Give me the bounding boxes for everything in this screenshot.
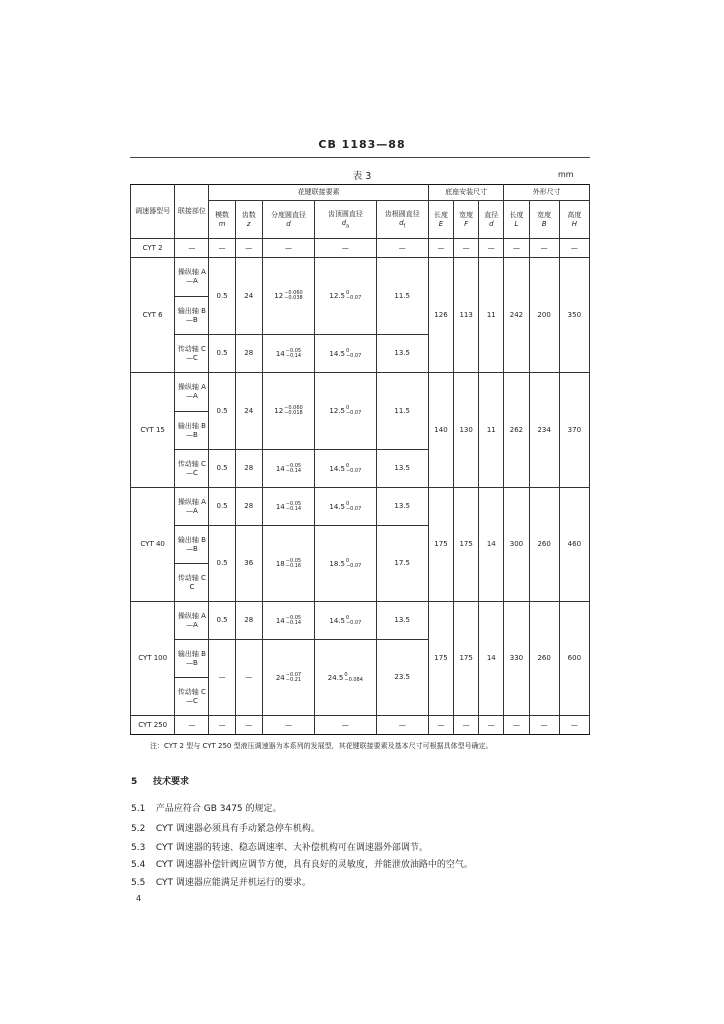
cell-h: 370 xyxy=(559,373,589,488)
page-number: 4 xyxy=(136,894,142,903)
col-header-df: 齿根圆直径 $d_f$ xyxy=(376,201,428,239)
cell-dash: — xyxy=(175,239,209,258)
cell-h: 460 xyxy=(559,488,589,602)
cell-e: 140 xyxy=(428,373,453,488)
cell-da: 12.5 0 −0.07 xyxy=(315,258,376,335)
clause-item: 5.5 CYT 调速器应能满足并机运行的要求。 xyxy=(131,878,311,888)
col-header-dia: 直径 d xyxy=(479,201,504,239)
cell-m: 0.5 xyxy=(209,602,235,640)
cell-dash: — xyxy=(479,239,504,258)
part-out: 输出轴 B—B xyxy=(175,526,209,564)
cell-z: 28 xyxy=(235,602,262,640)
cell-dash: — xyxy=(376,716,428,735)
cell-d: 24 −0.07 −0.21 xyxy=(262,640,314,716)
cell-df: 23.5 xyxy=(376,640,428,716)
cell-dash: — xyxy=(209,716,235,735)
cell-d: 12 −0.060 −0.038 xyxy=(262,258,314,335)
cell-dash: — xyxy=(454,716,479,735)
col-header-b: 宽度 B xyxy=(529,201,559,239)
part-drv: 传动轴 C C xyxy=(175,564,209,602)
cell-f: 113 xyxy=(454,258,479,373)
header-outline: 外形尺寸 xyxy=(504,185,590,201)
cell-df: 11.5 xyxy=(376,258,428,335)
cell-dash: — xyxy=(235,640,262,716)
header-spline: 花键联接要素 xyxy=(209,185,428,201)
model-cyt15: CYT 15 xyxy=(131,373,175,488)
cell-b: 234 xyxy=(529,373,559,488)
cell-dash: — xyxy=(209,640,235,716)
header-model: 调速器型号 xyxy=(131,185,175,239)
cell-dash: — xyxy=(529,239,559,258)
header-part: 联接部位 xyxy=(175,185,209,239)
table-unit: mm xyxy=(558,170,574,179)
cell-b: 260 xyxy=(529,488,559,602)
cell-z: 24 xyxy=(235,258,262,335)
cell-dash: — xyxy=(175,716,209,735)
clause-item: 5.4 CYT 调速器补偿针阀应调节方便，具有良好的灵敏度，并能泄放油路中的空气。 xyxy=(131,860,473,870)
cell-dash: — xyxy=(235,239,262,258)
cell-dash: — xyxy=(504,716,529,735)
part-drv: 传动轴 C—C xyxy=(175,678,209,716)
cell-l: 330 xyxy=(504,602,529,716)
cell-z: 28 xyxy=(235,450,262,488)
cell-dash: — xyxy=(559,239,589,258)
cell-d: 18 −0.05 −0.16 xyxy=(262,526,314,602)
cell-dash: — xyxy=(315,716,376,735)
cell-df: 13.5 xyxy=(376,602,428,640)
cell-df: 11.5 xyxy=(376,373,428,450)
cell-f: 175 xyxy=(454,488,479,602)
cell-e: 175 xyxy=(428,488,453,602)
section-heading: 5 技术要求 xyxy=(131,777,190,787)
clause-item: 5.1 产品应符合 GB 3475 的规定。 xyxy=(131,804,282,814)
cell-z: 28 xyxy=(235,335,262,373)
model-cyt2: CYT 2 xyxy=(131,239,175,258)
cell-e: 175 xyxy=(428,602,453,716)
cell-df: 13.5 xyxy=(376,450,428,488)
cell-m: 0.5 xyxy=(209,258,235,335)
part-out: 输出轴 B—B xyxy=(175,412,209,450)
cell-l: 300 xyxy=(504,488,529,602)
part-ctrl: 操纵轴 A—A xyxy=(175,373,209,412)
cell-b: 260 xyxy=(529,602,559,716)
table-note: 注：CYT 2 型与 CYT 250 型液压调速器为本系列的发展型，其花键联接要素及基本尺寸可根据具体型号确定。 xyxy=(150,742,493,750)
cell-z: 24 xyxy=(235,373,262,450)
cell-dia: 14 xyxy=(479,602,504,716)
cell-l: 262 xyxy=(504,373,529,488)
model-cyt100: CYT 100 xyxy=(131,602,175,716)
cell-da: 12.5 0 −0.07 xyxy=(315,373,376,450)
cell-dia: 14 xyxy=(479,488,504,602)
cell-f: 175 xyxy=(454,602,479,716)
cell-dash: — xyxy=(235,716,262,735)
part-ctrl: 操纵轴 A—A xyxy=(175,258,209,297)
cell-dia: 11 xyxy=(479,373,504,488)
col-header-z: 齿数 z xyxy=(235,201,262,239)
cell-dash: — xyxy=(315,239,376,258)
cell-d: 14 −0.05 −0.14 xyxy=(262,488,314,526)
cell-m: 0.5 xyxy=(209,335,235,373)
cell-dash: — xyxy=(262,716,314,735)
cell-m: 0.5 xyxy=(209,450,235,488)
cell-m: 0.5 xyxy=(209,526,235,602)
col-header-e: 长度 E xyxy=(428,201,453,239)
cell-h: 600 xyxy=(559,602,589,716)
cell-d: 14 −0.05 −0.14 xyxy=(262,602,314,640)
cell-dash: — xyxy=(559,716,589,735)
cell-da: 18.5 0 −0.07 xyxy=(315,526,376,602)
cell-df: 13.5 xyxy=(376,488,428,526)
part-ctrl: 操纵轴 A—A xyxy=(175,488,209,526)
col-header-d: 分度圆直径 d xyxy=(262,201,314,239)
cell-dash: — xyxy=(209,239,235,258)
cell-da: 24.5 0 −0.084 xyxy=(315,640,376,716)
cell-dash: — xyxy=(454,239,479,258)
spec-table xyxy=(130,184,590,735)
cell-m: 0.5 xyxy=(209,488,235,526)
clause-item: 5.3 CYT 调速器的转速、稳态调速率、大补偿机构可在调速器外部调节。 xyxy=(131,843,428,853)
cell-dash: — xyxy=(428,716,453,735)
clause-item: 5.2 CYT 调速器必须具有手动紧急停车机构。 xyxy=(131,824,320,834)
cell-dash: — xyxy=(376,239,428,258)
col-header-l: 长度 L xyxy=(504,201,529,239)
model-cyt40: CYT 40 xyxy=(131,488,175,602)
col-header-m: 模数 m xyxy=(209,201,235,239)
cell-z: 28 xyxy=(235,488,262,526)
cell-da: 14.5 0 −0.07 xyxy=(315,335,376,373)
standard-code: CB 1183—88 xyxy=(318,138,406,151)
cell-z: 36 xyxy=(235,526,262,602)
cell-b: 200 xyxy=(529,258,559,373)
part-drv: 传动轴 C—C xyxy=(175,450,209,488)
model-cyt6: CYT 6 xyxy=(131,258,175,373)
cell-df: 13.5 xyxy=(376,335,428,373)
part-drv: 传动轴 C—C xyxy=(175,335,209,373)
cell-df: 17.5 xyxy=(376,526,428,602)
part-out: 输出轴 B—B xyxy=(175,297,209,335)
cell-dash: — xyxy=(262,239,314,258)
part-out: 输出轴 B—B xyxy=(175,640,209,678)
cell-dash: — xyxy=(479,716,504,735)
cell-da: 14.5 0 −0.07 xyxy=(315,602,376,640)
cell-d: 14 −0.05 −0.14 xyxy=(262,450,314,488)
cell-h: 350 xyxy=(559,258,589,373)
col-header-da: 齿顶圆直径 $d_a$ xyxy=(315,201,376,239)
cell-d: 14 −0.05 −0.14 xyxy=(262,335,314,373)
col-header-h: 高度 H xyxy=(559,201,589,239)
cell-l: 242 xyxy=(504,258,529,373)
model-cyt250: CYT 250 xyxy=(131,716,175,735)
cell-dia: 11 xyxy=(479,258,504,373)
header-base: 底座安装尺寸 xyxy=(428,185,503,201)
cell-f: 130 xyxy=(454,373,479,488)
cell-da: 14.5 0 −0.07 xyxy=(315,488,376,526)
cell-e: 126 xyxy=(428,258,453,373)
cell-d: 12 −0.060 −0.018 xyxy=(262,373,314,450)
header-rule xyxy=(130,157,590,158)
cell-dash: — xyxy=(428,239,453,258)
col-header-f: 宽度 F xyxy=(454,201,479,239)
cell-da: 14.5 0 −0.07 xyxy=(315,450,376,488)
cell-dash: — xyxy=(529,716,559,735)
cell-m: 0.5 xyxy=(209,373,235,450)
table-title: 表 3 xyxy=(352,171,372,182)
cell-dash: — xyxy=(504,239,529,258)
part-ctrl: 操纵轴 A—A xyxy=(175,602,209,640)
